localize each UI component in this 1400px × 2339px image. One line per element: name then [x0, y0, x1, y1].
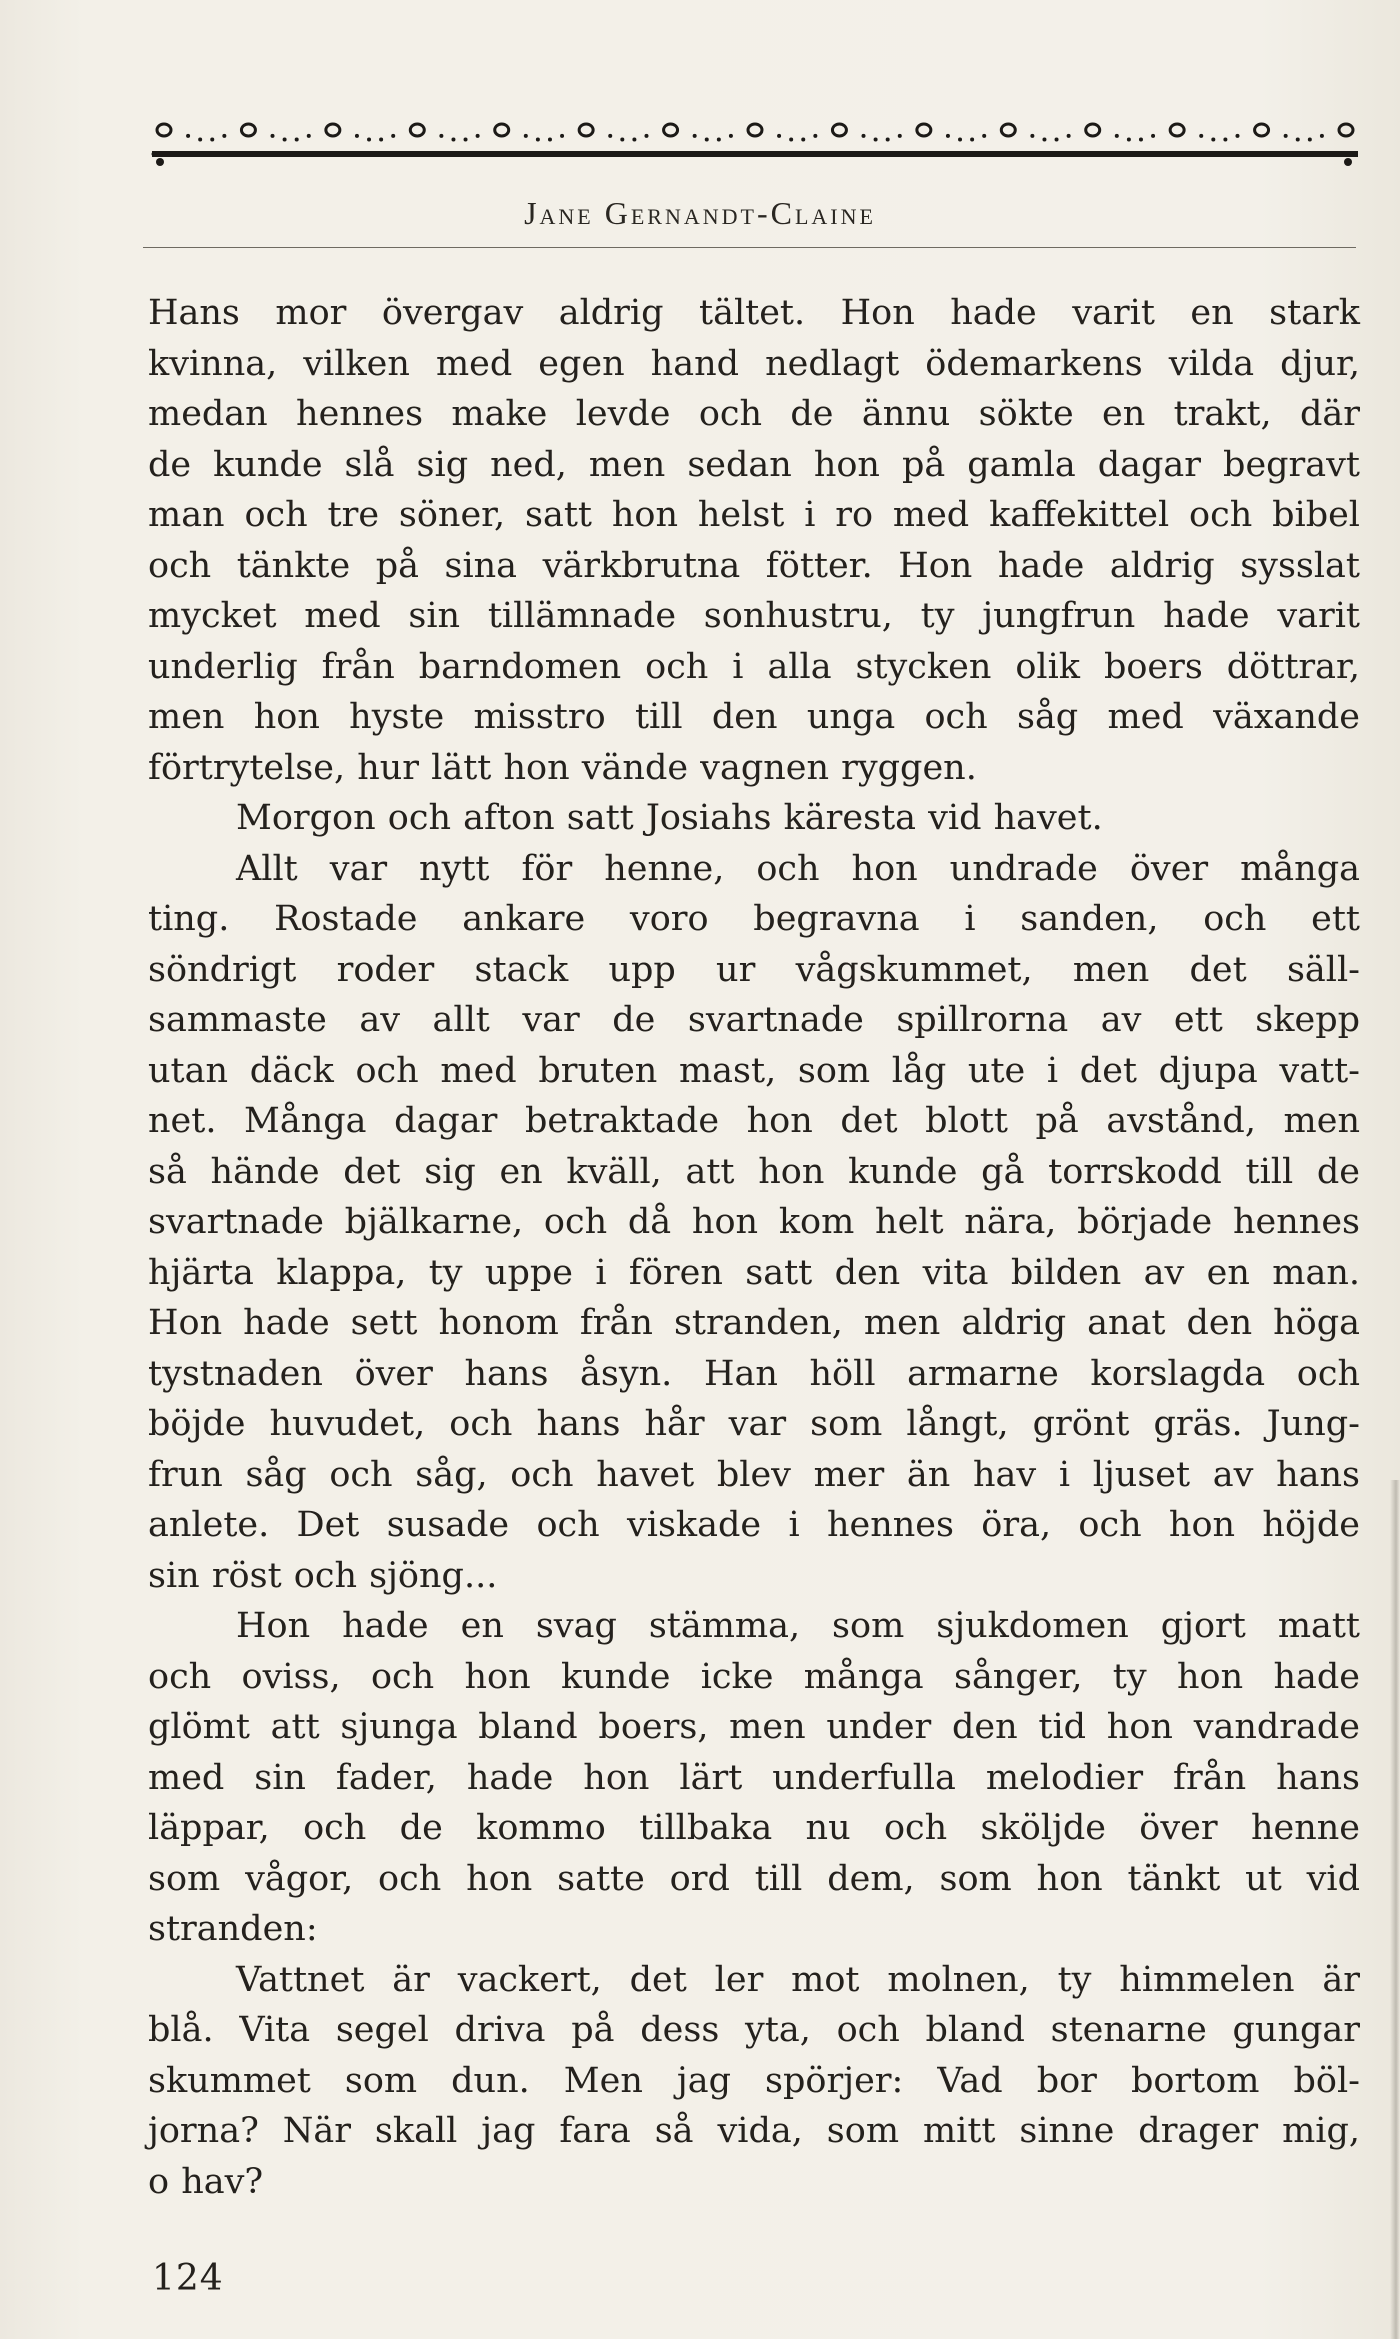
text-line: Morgon och afton satt Josiahs käresta vid havet. — [236, 798, 1103, 838]
page-number: 124 — [152, 2258, 224, 2299]
text-line: Hon hade en svag stämma, som sjukdomen gjort matt — [236, 1606, 1360, 1646]
paragraph — [148, 1601, 1360, 1955]
paragraph — [148, 1955, 1360, 2208]
decorative-border-icon — [150, 110, 1360, 172]
text-line: tystnaden över hans åsyn. Han höll armarne korslagda och — [148, 1353, 1360, 1394]
paragraph — [148, 288, 1360, 793]
text-line: med sin fader, hade hon lärt underfulla melodier från hans — [148, 1757, 1360, 1798]
text-line: Allt var nytt för henne, och hon undrade över många — [236, 848, 1360, 889]
text-line: jorna? När skall jag fara så vida, som mitt sinne drager mig, — [148, 2111, 1360, 2151]
text-line: Vattnet är vackert, det ler mot molnen, ty himmelen är — [236, 1959, 1360, 2000]
text-line: stranden: — [148, 1909, 318, 1949]
text-line: så hände det sig en kväll, att hon kunde gå torrskodd till de — [148, 1151, 1360, 1192]
text-line: ting. Rostade ankare voro begravna i sanden, och ett — [148, 899, 1360, 939]
text-line: mycket med sin tillämnade sonhustru, ty jungfrun hade varit — [148, 596, 1360, 636]
text-line: skummet som dun. Men jag spörjer: Vad bor bortom böl- — [148, 2060, 1360, 2101]
text-line: som vågor, och hon satte ord till dem, som hon tänkt ut vid — [148, 1858, 1360, 1899]
running-head: Jane Gernandt-Claine — [524, 195, 876, 231]
text-line: Hon hade sett honom från stranden, men aldrig anat den höga — [148, 1303, 1360, 1343]
text-line: medan hennes make levde och de ännu sökte en trakt, där — [148, 394, 1360, 434]
text-line: utan däck och med bruten mast, som låg ute i det djupa vatt- — [148, 1050, 1360, 1091]
text-line: glömt att sjunga bland boers, men under den tid hon vandrade — [148, 1707, 1360, 1747]
text-line: förtrytelse, hur lätt hon vände vagnen ryggen. — [148, 747, 977, 788]
text-line: Hans mor övergav aldrig tältet. Hon hade varit en stark — [148, 293, 1360, 333]
text-line: sin röst och sjöng... — [148, 1555, 498, 1596]
text-line: och oviss, och hon kunde icke många sånger, ty hon hade — [148, 1656, 1360, 1697]
text-line: och tänkte på sina värkbrutna fötter. Hon hade aldrig sysslat — [148, 545, 1360, 586]
text-line: men hon hyste misstro till den unga och såg med växande — [148, 697, 1360, 737]
text-line: man och tre söner, satt hon helst i ro med kaffekittel och bibel — [148, 495, 1360, 535]
text-line: anlete. Det susade och viskade i hennes öra, och hon höjde — [148, 1505, 1360, 1545]
header-rule — [143, 247, 1356, 248]
text-line: hjärta klappa, ty uppe i fören satt den vita bilden av en man. — [148, 1252, 1360, 1293]
text-line: net. Många dagar betraktade hon det blott på avstånd, men — [148, 1101, 1360, 1141]
text-line: kvinna, vilken med egen hand nedlagt ödemarkens vilda djur, — [148, 343, 1360, 384]
text-line: o hav? — [148, 2161, 264, 2202]
text-line: blå. Vita segel driva på dess yta, och bland stenarne gungar — [148, 2010, 1360, 2050]
text-line: underlig från barndomen och i alla stycken olik boers döttrar, — [148, 646, 1360, 687]
paragraph — [148, 844, 1360, 1602]
text-line: frun såg och såg, och havet blev mer än hav i ljuset av hans — [148, 1454, 1360, 1495]
text-line: sammaste av allt var de svartnade spillrorna av ett skepp — [148, 1000, 1360, 1040]
paragraph — [148, 793, 1360, 844]
text-line: böjde huvudet, och hans hår var som långt, grönt gräs. Jung- — [148, 1404, 1360, 1444]
page-edge-shadow — [1390, 1480, 1400, 2339]
text-line: läppar, och de kommo tillbaka nu och sköljde över henne — [148, 1808, 1360, 1848]
body-text — [148, 288, 1360, 2207]
text-line: söndrigt roder stack upp ur vågskummet, men det säll- — [148, 949, 1360, 990]
text-line: svartnade bjälkarne, och då hon kom helt nära, började hennes — [148, 1202, 1360, 1242]
text-line: de kunde slå sig ned, men sedan hon på gamla dagar begravt — [148, 444, 1360, 485]
